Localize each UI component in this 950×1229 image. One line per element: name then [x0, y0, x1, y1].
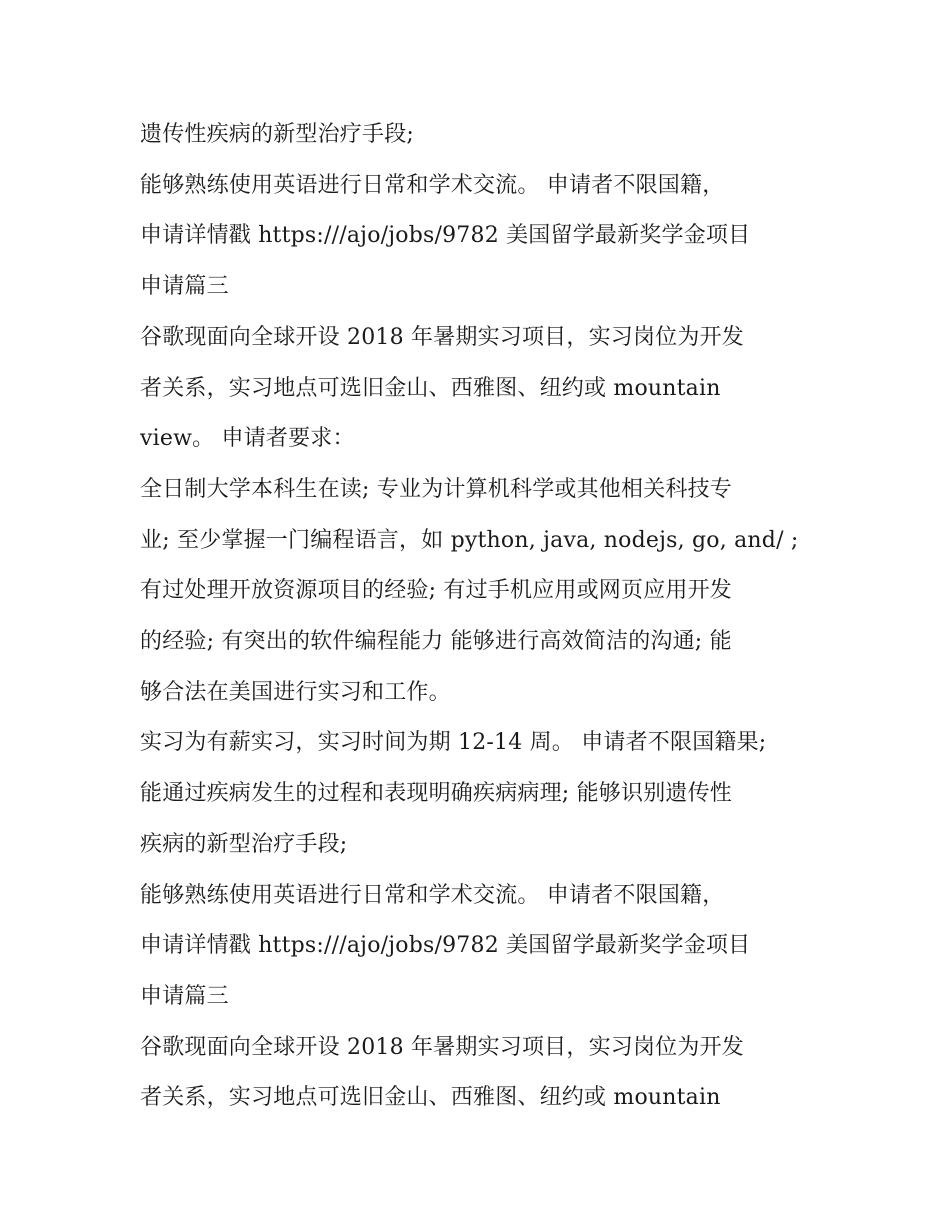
text-line: 的经验; 有突出的软件编程能力 能够进行高效简洁的沟通; 能 — [140, 629, 732, 655]
text-line: 申请篇三 — [140, 274, 229, 300]
text-line: 够合法在美国进行实习和工作。 — [140, 679, 451, 705]
text-line: 全日制大学本科生在读; 专业为计算机科学或其他相关科技专 — [140, 476, 733, 502]
document-body — [140, 110, 820, 1124]
text-line: 谷歌现面向全球开设 2018 年暑期实习项目，实习岗位为开发 — [140, 324, 744, 350]
text-line: 申请详情戳 https:///ajo/jobs/9782 美国留学最新奖学金项目 — [140, 223, 751, 249]
text-line: 疾病的新型治疗手段; — [140, 831, 348, 857]
text-line: 者关系，实习地点可选旧金山、西雅图、纽约或 mountain — [140, 375, 721, 401]
text-line: 者关系，实习地点可选旧金山、西雅图、纽约或 mountain — [140, 1085, 721, 1111]
text-line: 申请篇三 — [140, 983, 229, 1009]
text-line: 能通过疾病发生的过程和表现明确疾病病理; 能够识别遗传性 — [140, 781, 733, 807]
text-line: 谷歌现面向全球开设 2018 年暑期实习项目，实习岗位为开发 — [140, 1034, 744, 1060]
text-line: 遗传性疾病的新型治疗手段; — [140, 122, 415, 147]
text-line: 实习为有薪实习，实习时间为期 12-14 周。 申请者不限国籍果; — [140, 730, 767, 756]
text-line: view。 申请者要求： — [140, 426, 355, 452]
text-line: 业; 至少掌握一门编程语言，如 python, java, nodejs, go, and/ ; — [140, 527, 799, 553]
text-line: 有过处理开放资源项目的经验; 有过手机应用或网页应用开发 — [140, 578, 733, 604]
text-line: 能够熟练使用英语进行日常和学术交流。 申请者不限国籍， — [140, 882, 725, 908]
text-line: 能够熟练使用英语进行日常和学术交流。 申请者不限国籍， — [140, 172, 725, 198]
text-line: 申请详情戳 https:///ajo/jobs/9782 美国留学最新奖学金项目 — [140, 933, 751, 959]
